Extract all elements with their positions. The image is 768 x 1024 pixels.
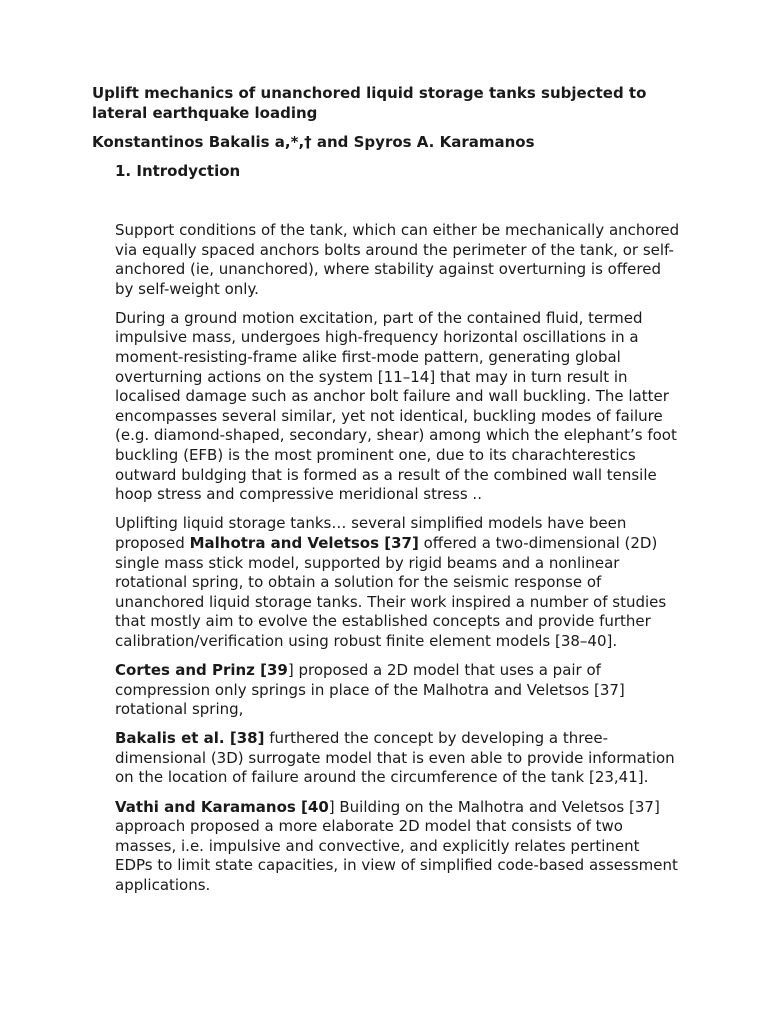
paragraph-uplifting-tanks [115,514,680,651]
paragraph-vathi-karamanos [115,798,680,896]
paragraph-support-conditions: Support conditions of the tank, which can either be mechanically anchored via equally spaced anchors bolts around the perimeter of the tank, or self-anchored (ie, unanchored), where stability against overturning is offered by self-weight only. [115,221,680,298]
paper-authors: Konstantinos Bakalis a,*,† and Spyros A. Karamanos [92,133,535,151]
paragraph-text: Uplifting liquid storage tanks… several simplified models have been proposed [115,514,627,552]
paragraph-text: offered a two-dimensional (2D) single mass stick model, supported by rigid beams and a nonlinear rotational spring, to obtain a solution for the seismic response of unanchored liquid storage tanks. Their work inspired a number of studies that mostly aim to evolve the established concepts and provide further calibration/verification using robust finite element models [38–40]. [115,533,667,650]
paragraph-text: furthered the concept by developing a three-dimensional (3D) surrogate model that is even able to provide information on the location of failure around the circumference of the tank [23,41]. [115,729,675,787]
citation-bold: Cortes and Prinz [39 [115,660,288,679]
citation-bold: Bakalis et al. [38] [115,729,265,748]
paragraph-cortes-prinz [115,661,680,720]
paper-title: Uplift mechanics of unanchored liquid storage tanks subjected to lateral earthquake loading [92,84,647,122]
section-heading: 1. Introdyction [115,162,241,180]
citation-bold: Malhotra and Veletsos [37] [189,533,419,552]
document-body [115,221,680,905]
citation-bold: Vathi and Karamanos [40 [115,797,329,816]
paragraph-text: ] proposed a 2D model that uses a pair of compression only springs in place of the Malhotra and Veletsos [37] rotational spring, [115,660,625,719]
paragraph-bakalis [115,729,680,788]
paragraph-ground-motion: During a ground motion excitation, part of the contained fluid, termed impulsive mass, undergoes high-frequency horizontal oscillations in a moment-resisting-frame alike first-mode pattern, generating global overturning actions on the system [11–14] that may in turn result in localised damage such as anchor bolt failure and wall buckling. The latter encompasses several similar, yet not identical, buckling modes of failure (e.g. diamond-shaped, secondary, shear) among which the elephant’s foot buckling (EFB) is the most prominent one, due to its charachterestics outward buldging that is formed as a result of the combined wall tensile hoop stress and compressive meridional stress .. [115,308,677,504]
paragraph-text: ] Building on the Malhotra and Veletsos [37] approach proposed a more elaborate 2D model that consists of two masses, i.e. impulsive and convective, and explicitly relates pertinent EDPs to limit state capacities, in view of simplified code-based assessment applications. [115,797,678,894]
